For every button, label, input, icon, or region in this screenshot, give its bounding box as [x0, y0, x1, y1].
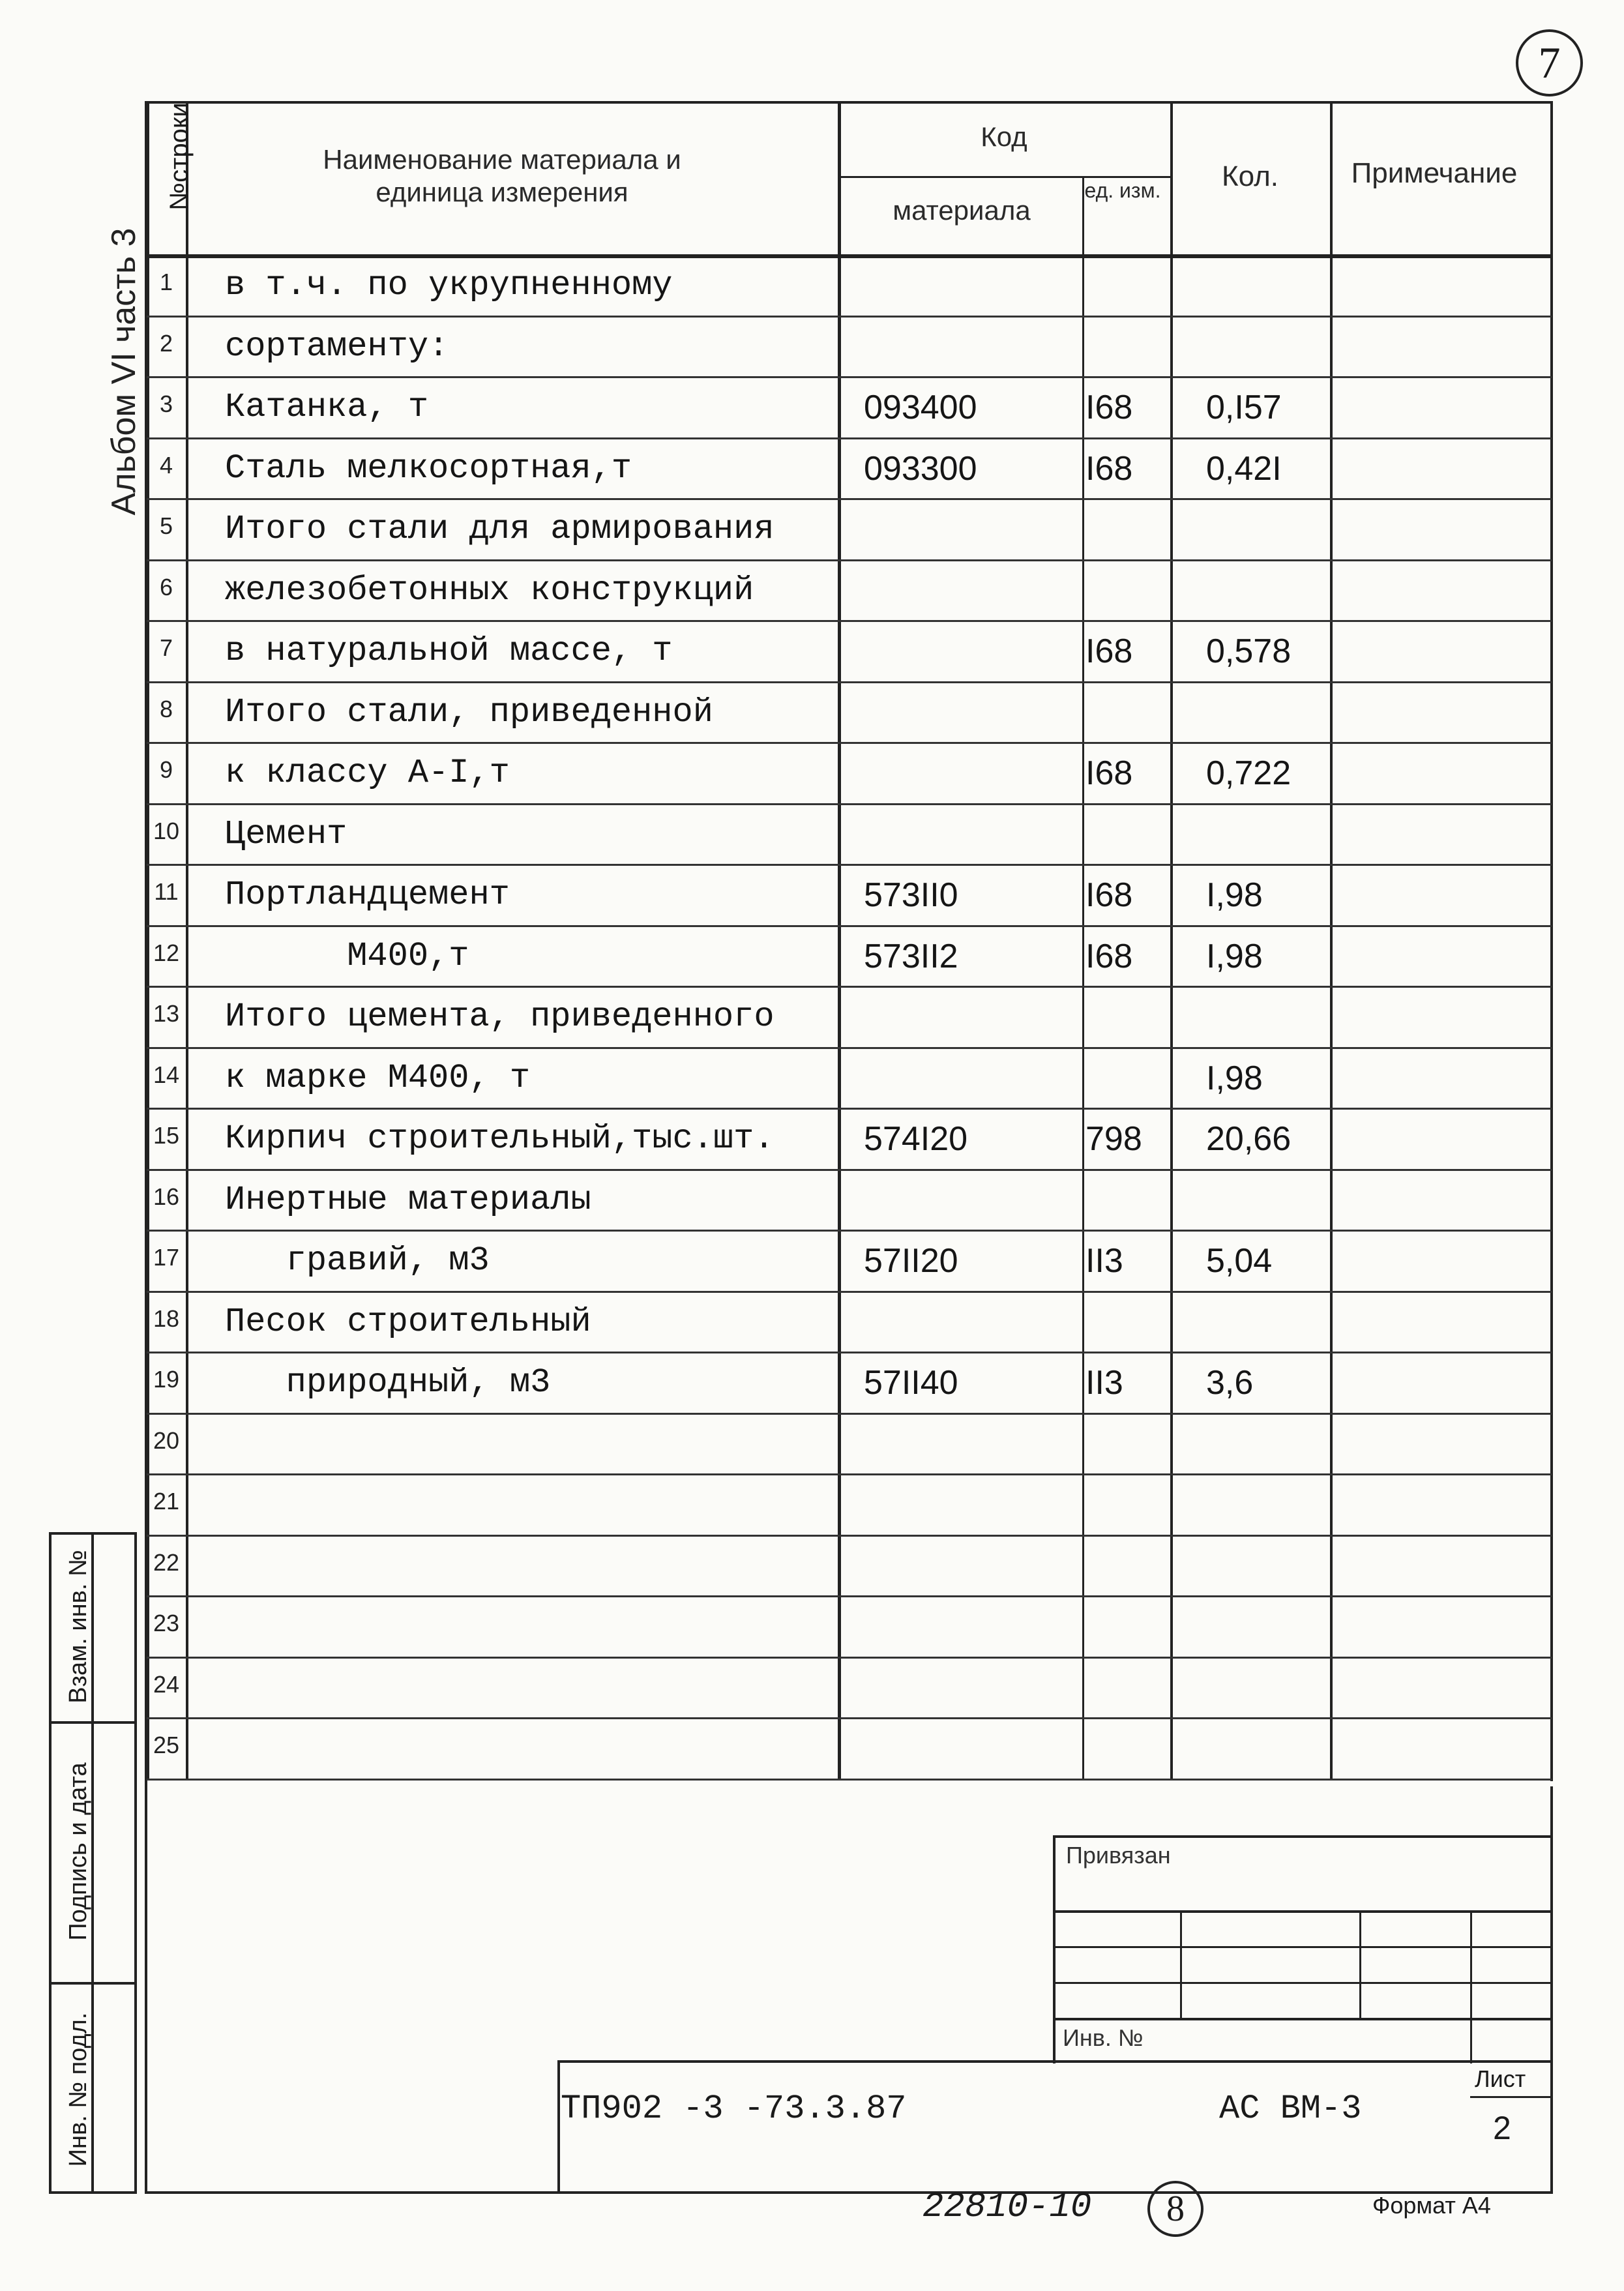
- page-number-bottom-circle: 8: [1147, 2181, 1203, 2237]
- quantity: I,98: [1206, 1059, 1263, 1097]
- row-number: 18: [153, 1305, 180, 1332]
- quantity: 0,722: [1206, 754, 1292, 792]
- material-name: к классу А-I,т: [225, 754, 510, 792]
- row-number: 21: [153, 1488, 180, 1515]
- unit-code: I68: [1085, 876, 1133, 914]
- quantity: I,98: [1206, 876, 1263, 914]
- material-name: природный, м3: [225, 1363, 551, 1402]
- material-name: к марке М400, т: [225, 1058, 531, 1097]
- material-code: 57II40: [864, 1364, 958, 1402]
- row-number: 20: [153, 1426, 180, 1454]
- row-number: 7: [159, 634, 173, 661]
- unit-code: I68: [1085, 449, 1133, 488]
- material-name: Итого цемента, приведенного: [225, 998, 775, 1036]
- material-name: Итого стали для армирования: [225, 510, 775, 548]
- header-qty: Кол.: [1221, 160, 1279, 192]
- row-number: 4: [159, 451, 173, 479]
- unit-code: I68: [1085, 632, 1133, 670]
- material-name: гравий, м3: [225, 1241, 490, 1280]
- stamp-inv-podl: Инв. № подл.: [65, 2012, 92, 2167]
- header-note: Примечание: [1351, 157, 1518, 189]
- row-number: 6: [159, 573, 173, 600]
- row-number: 17: [153, 1244, 180, 1271]
- header-code: Код: [981, 121, 1027, 152]
- privyazan-label: Привязан: [1066, 1842, 1171, 1869]
- row-number: 16: [153, 1183, 180, 1210]
- row-number: 19: [153, 1366, 180, 1393]
- row-number: 12: [153, 939, 180, 966]
- quantity: 0,578: [1206, 632, 1292, 670]
- row-number: 9: [159, 756, 173, 783]
- material-code: 57II20: [864, 1242, 958, 1280]
- album-label: Альбом VI часть 3: [105, 228, 143, 516]
- material-name: Сталь мелкосортная,т: [225, 449, 632, 488]
- row-number: 8: [159, 695, 173, 722]
- unit-code: 798: [1085, 1120, 1142, 1158]
- row-number: 13: [153, 1000, 180, 1027]
- material-name: Портландцемент: [225, 876, 510, 914]
- sheet-number: 2: [1493, 2110, 1511, 2146]
- quantity: 0,I57: [1206, 389, 1282, 426]
- material-name: М400,т: [225, 936, 469, 975]
- inv-no-label: Инв. №: [1063, 2024, 1144, 2051]
- unit-code: I68: [1085, 389, 1133, 426]
- row-number: 3: [159, 391, 173, 417]
- sheet-label: Лист: [1475, 2065, 1526, 2092]
- row-number: 14: [153, 1061, 180, 1088]
- material-code: 574I20: [864, 1120, 968, 1158]
- unit-code: I68: [1085, 754, 1133, 792]
- row-number: 10: [153, 817, 180, 844]
- material-code: 093300: [864, 449, 977, 488]
- row-number: 11: [154, 878, 179, 905]
- header-code-material: материала: [893, 195, 1031, 226]
- quantity: 0,42I: [1206, 449, 1282, 488]
- unit-code: II3: [1085, 1242, 1123, 1280]
- quantity: 20,66: [1206, 1120, 1292, 1158]
- page-number-circle: 7: [1516, 29, 1583, 96]
- material-name: Песок строительный: [225, 1302, 591, 1341]
- material-code: 573II2: [864, 937, 958, 975]
- doc-mark: АС ВМ-3: [1219, 2090, 1362, 2128]
- unit-code: II3: [1085, 1364, 1123, 1402]
- doc-code: ТП902 -3 -73.3.87: [561, 2090, 907, 2128]
- row-number: 23: [153, 1610, 180, 1636]
- material-name: сортаменту:: [225, 327, 449, 366]
- row-number: 15: [153, 1122, 180, 1149]
- quantity: 5,04: [1206, 1242, 1273, 1280]
- header-code-unit: ед. изм.: [1084, 179, 1161, 202]
- quantity: 3,6: [1206, 1364, 1254, 1402]
- row-number: 22: [153, 1548, 180, 1576]
- unit-code: I68: [1085, 937, 1133, 975]
- row-number: 2: [159, 329, 173, 357]
- material-name: Катанка, т: [225, 388, 429, 426]
- row-number: 1: [159, 269, 173, 295]
- format-label: Формат А4: [1372, 2192, 1491, 2219]
- row-number: 25: [153, 1732, 180, 1758]
- material-code: 573II0: [864, 876, 958, 914]
- material-name: Кирпич строительный,тыс.шт.: [225, 1119, 775, 1158]
- material-name: в натуральной массе, т: [225, 632, 673, 670]
- material-name: железобетонных конструкций: [225, 570, 754, 610]
- material-name: в т.ч. по укрупненному: [225, 266, 673, 304]
- quantity: I,98: [1206, 937, 1263, 975]
- row-number: 5: [159, 512, 173, 539]
- stamp-podpis: Подпись и дата: [65, 1762, 92, 1941]
- material-name: Инертные материалы: [225, 1180, 591, 1219]
- material-name: Итого стали, приведенной: [225, 692, 713, 732]
- row-number: 24: [153, 1670, 180, 1698]
- material-code: 093400: [864, 389, 977, 426]
- material-name: Цемент: [225, 814, 347, 853]
- stamp-vzam: Взам. инв. №: [65, 1550, 92, 1704]
- header-row-no: №строки: [165, 102, 194, 211]
- header-name: Наименование материала и единица измерения: [323, 144, 681, 208]
- bottom-number: 22810-10: [923, 2187, 1092, 2227]
